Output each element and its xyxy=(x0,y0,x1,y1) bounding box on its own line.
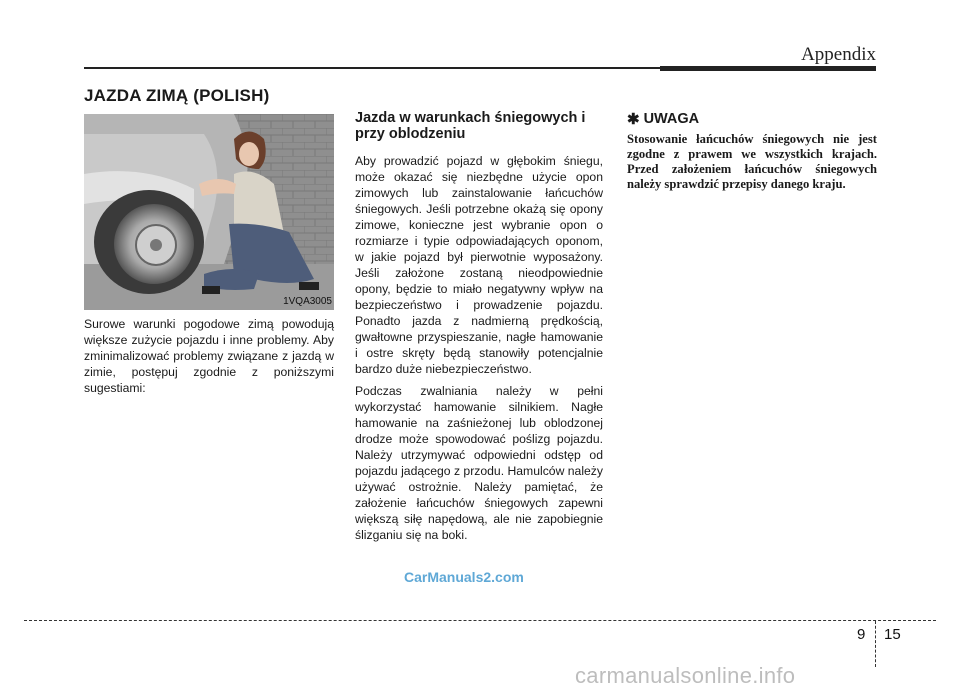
chapter-number: 9 xyxy=(857,626,866,643)
figure-photo xyxy=(84,114,334,310)
note-heading xyxy=(627,110,877,128)
footer-dashed-rule xyxy=(24,620,936,621)
note-text: Stosowanie łańcuchów śniegowych nie jest zgodne z prawem we wszystkich krajach. Przed założeniem łańcuchów śniegowych należy sprawdzić przepisy danego kraju. xyxy=(627,132,877,191)
subsection-title: Jazda w warunkach śniegowych i przy oblodzeniu xyxy=(355,110,586,142)
asterisk-icon: ✱ xyxy=(627,111,640,128)
page-number: 15 xyxy=(884,626,901,643)
note-box xyxy=(627,110,877,192)
woman-checking-tire-illustration xyxy=(84,114,334,310)
page-number-divider xyxy=(875,621,876,667)
bottom-watermark: carmanualsonline.info xyxy=(575,663,796,688)
figure-code: 1VQA3005 xyxy=(283,296,332,307)
section-title: JAZDA ZIMĄ (POLISH) xyxy=(84,86,270,105)
header-title: Appendix xyxy=(801,44,876,65)
header-rule-thin xyxy=(84,67,660,69)
watermark-link[interactable]: CarManuals2.com xyxy=(404,569,524,585)
header-rule-thick xyxy=(660,66,876,71)
intro-paragraph: Surowe warunki pogodowe zimą powodują większe zużycie pojazdu i inne problemy. Aby zminimalizować problemy związane z jazdą w zimie, postępuj zgodnie z poniższymi sugestiami: xyxy=(84,317,334,395)
note-title: UWAGA xyxy=(643,111,700,127)
subsection-paragraph-1: Aby prowadzić pojazd w głębokim śniegu, może okazać się niezbędne użycie opon zimowych lub zainstalowanie łańcuchów śniegowych. Jeśli potrzebne okażą się opony zimowe, konieczne jest wybranie opon o rozmiarze i typie odpowiadających oponom, w jakie pojazd był pierwotnie wyposażony. Jeśli założone zostaną nieodpowiednie opony, będzie to miało negatywny wpływ na bezpieczeństwo i prowadzenie pojazdu. Ponadto jazda z nadmierną prędkością, gwałtowne przyspieszanie, nagłe hamowanie i ostre skręty będą stanowiły potencjalnie bardzo duże niebezpieczeństwo. xyxy=(355,154,603,376)
subsection-paragraph-2: Podczas zwalniania należy w pełni wykorzystać hamowanie silnikiem. Nagłe hamowanie na zaśnieżonej lub oblodzonej drodze może spowodować poślizg pojazdu. Należy utrzymywać odpowiedni odstęp od pojazdu jadącego z przodu. Hamulców należy używać ostrożnie. Należy pamiętać, że założenie łańcuchów śniegowych zapewni większą siłę napędową, ale nie zapobiegnie ślizganiu się na boki. xyxy=(355,384,603,542)
subsection-column xyxy=(355,110,603,549)
